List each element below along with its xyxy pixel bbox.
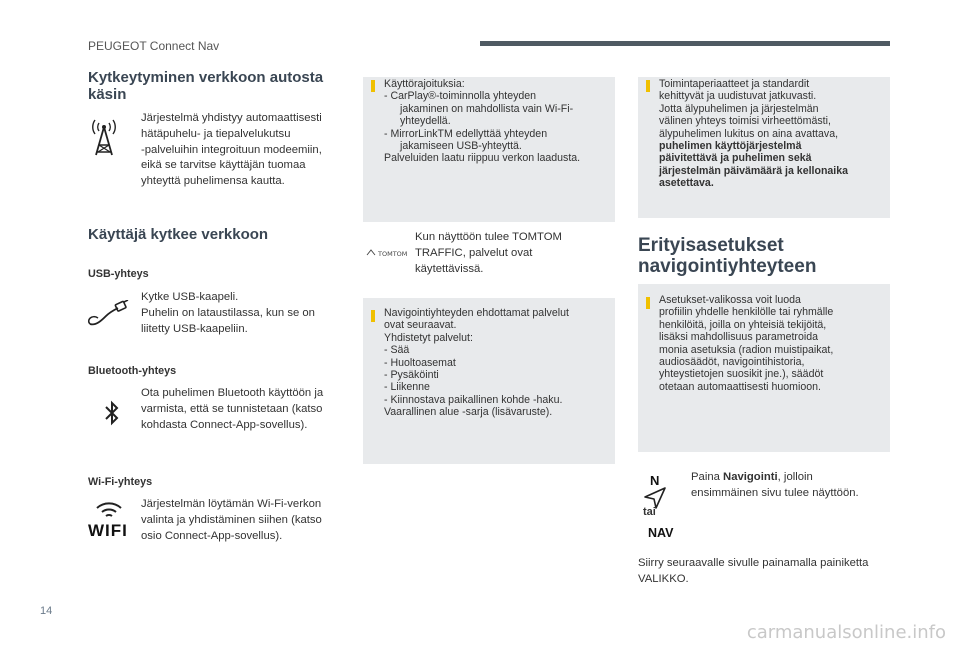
section-title-line: käsin (88, 86, 127, 103)
usb-cable-icon (86, 300, 130, 328)
wifi-icon (89, 498, 129, 522)
tomtom-text: Kun näyttöön tulee TOMTOM TRAFFIC, palvelut ovat käytettävissä. (415, 231, 562, 275)
section-title-line: navigointiyhteyteen (638, 256, 817, 277)
header-title: PEUGEOT Connect Nav (88, 39, 220, 53)
section-title-user: Käyttäjä kytkee verkkoon (88, 226, 269, 243)
restrictions-text: Käyttörajoituksia: - CarPlay®-toiminnolla yhteyden jakaminen on mahdollista vain Wi-Fi- yhteydellä. - MirrorLinkTM edellyttää yhteyden jakamiseen USB-yhteyttä. Palveluiden laatu riippuu verkon laadusta. (384, 78, 581, 165)
settings-text: Asetukset-valikossa voit luoda profiilin yhdelle henkilölle tai ryhmälle henkilöitä, joilla on yhteisiä tekijöitä, lisäksi mahdollisuus parametroida monia asetuksia (radion muistipaikat, audiosäädöt, navigointihistoria, yhteystietojen suosikit jne.), säädöt otetaan automaattisesti huomioon. (659, 294, 834, 393)
wifi-text: Järjestelmän löytämän Wi-Fi-verkon valinta ja yhdistäminen siihen (katso osio Connect-App-sovellus). (141, 498, 322, 542)
svg-text:TOMTOM: TOMTOM (378, 250, 408, 258)
section-title-line: Kytkeytyminen verkkoon autosta (88, 69, 324, 86)
nav-button-label: NAV (648, 526, 674, 540)
bluetooth-label: Bluetooth-yhteys (88, 365, 177, 377)
bluetooth-text: Ota puhelimen Bluetooth käyttöön ja varmista, että se tunnistetaan (katso kohdasta Connect-App-sovellus). (141, 387, 324, 431)
usb-label: USB-yhteys (88, 268, 149, 280)
usb-text: Kytke USB-kaapeli. Puhelin on lataustilassa, kun se on liitetty USB-kaapeliin. (141, 291, 315, 335)
tomtom-logo-icon (366, 248, 410, 258)
or-label: tai (643, 506, 656, 518)
section-title-line: Erityisasetukset (638, 235, 784, 256)
page-number: 14 (40, 605, 53, 617)
section-title-auto (88, 69, 323, 103)
press-navigation-text: Paina Navigointi, jolloin ensimmäinen sivu tulee näyttöön. (691, 471, 859, 499)
auto-connection-text: Järjestelmä yhdistyy automaattisesti hätäpuhelu- ja tiepalvelukutsu -palveluihin integroituun modeemiin, eikä se tarvitse käyttäjän tuomaa yhteyttä puhelimensa kautta. (141, 112, 322, 188)
next-page-text: Siirry seuraavalle sivulle painamalla painiketta VALIKKO. (638, 557, 869, 585)
info-icon (371, 310, 375, 322)
services-text: Navigointiyhteyden ehdottamat palvelut ovat seuraavat. Yhdistetyt palvelut: - Sää - Huoltoasemat - Pysäköinti - Liikenne - Kiinnostava paikallinen kohde -haku. Vaarallinen alue -sarja (lisävaruste). (384, 307, 569, 419)
antenna-icon (88, 117, 120, 157)
wifi-label: Wi-Fi-yhteys (88, 476, 153, 488)
smartphone-principles-text: Toimintaperiaatteet ja standardit kehittyvät ja uudistuvat jatkuvasti. Jotta älypuhelimen ja järjestelmän välinen yhteys toimisi virheettömästi, älypuhelimen lukitus on aina avattava, puhelimen käyttöjärjestelmä päivitettävä ja puhelimen sekä järjestelmän päivämäärä ja kellonaika asetettava. (659, 78, 849, 190)
info-icon (646, 80, 650, 92)
bluetooth-icon (104, 399, 120, 427)
header-bar (480, 41, 890, 46)
nav-icon-north-letter: N (650, 473, 660, 488)
info-icon (371, 80, 375, 92)
watermark: carmanualsonline.info (746, 622, 946, 643)
wifi-icon-text: WIFI (88, 521, 128, 540)
section-title-settings (638, 235, 816, 277)
info-icon (646, 297, 650, 309)
